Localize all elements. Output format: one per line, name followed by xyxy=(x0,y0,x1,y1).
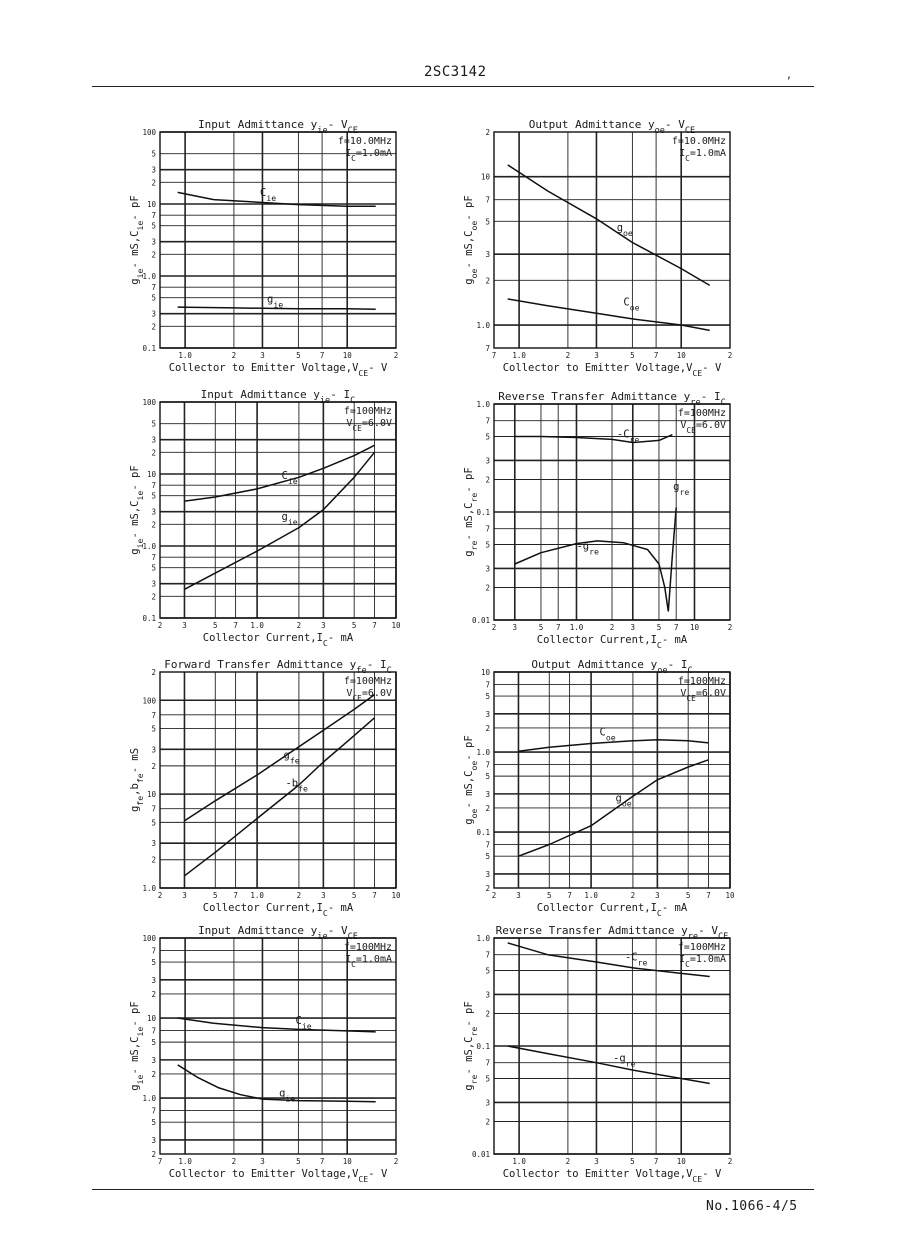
x-tick-label: 3 xyxy=(260,1157,265,1166)
series-line xyxy=(185,718,375,876)
series-label: $g_{ie}$ xyxy=(281,510,298,527)
y-tick-label: 2 xyxy=(151,178,156,188)
y-tick-label: 100 xyxy=(142,696,156,706)
chart-title: Input Admittance $y_{ie} - V_{CE}$ xyxy=(198,924,358,942)
chart-svg xyxy=(128,654,428,916)
y-tick-label: 3 xyxy=(151,237,156,247)
y-tick-label: 2 xyxy=(485,475,490,485)
y-tick-label: 2 xyxy=(485,803,490,813)
y-axis-label: $g_{ie} - mS,C_{ie}$ - pF xyxy=(129,1001,145,1091)
x-tick-label: 2 xyxy=(393,1157,399,1166)
series-line xyxy=(515,435,673,443)
y-tick-label: 100 xyxy=(142,934,156,943)
x-tick-label: 5 xyxy=(296,351,301,360)
y-tick-label: 5 xyxy=(485,966,490,976)
y-tick-label: 3 xyxy=(151,309,156,319)
y-tick-label: 1.0 xyxy=(476,934,490,943)
chart-input-admittance-vce-100mhz xyxy=(128,920,428,1182)
x-tick-label: 2 xyxy=(609,623,615,632)
series-label: $g_{re}$ xyxy=(673,480,690,497)
y-tick-label: 0.1 xyxy=(476,508,490,517)
y-tick-label: 3 xyxy=(485,1098,490,1108)
x-tick-label: 1.0 xyxy=(178,1157,192,1166)
plot-frame xyxy=(160,402,396,618)
y-tick-label: 7 xyxy=(151,1106,156,1116)
series-label: $-b_{fe}$ xyxy=(285,777,308,794)
x-tick-label: 2 xyxy=(393,351,399,360)
y-tick-label: 10 xyxy=(146,1014,156,1024)
y-axis-label: $g_{oe} - mS,C_{oe}$ - pF xyxy=(463,195,479,285)
x-tick-label: 7 xyxy=(555,623,561,632)
x-tick-label: 2 xyxy=(565,351,571,360)
y-tick-label: 1.0 xyxy=(476,321,490,331)
x-tick-label: 10 xyxy=(391,891,401,900)
x-tick-label: 2 xyxy=(630,891,636,900)
condition-label: f=100MHz xyxy=(343,942,392,953)
y-tick-label: 3 xyxy=(485,789,490,799)
y-tick-label: 2 xyxy=(485,583,490,593)
page-number: No.1066-4/5 xyxy=(706,1199,798,1214)
x-tick-label: 7 xyxy=(157,1157,163,1166)
x-tick-label: 1.0 xyxy=(178,351,192,360)
y-tick-label: 3 xyxy=(151,165,156,175)
header-rule xyxy=(92,86,814,87)
grid xyxy=(160,402,396,618)
condition-label: $V_{CE} =6.0V$ xyxy=(680,420,726,435)
x-tick-label: 3 xyxy=(655,891,660,900)
condition-label: $I_C =1.0mA$ xyxy=(345,148,392,163)
x-tick-label: 3 xyxy=(516,891,521,900)
y-tick-label: 7 xyxy=(151,211,156,221)
series-label: $C_{ie}$ xyxy=(281,470,298,487)
y-tick-label: 7 xyxy=(485,760,490,770)
y-tick-label: 1.0 xyxy=(142,1094,156,1104)
x-axis-label: Collector to Emitter $Voltage,V_{CE}$ - V xyxy=(168,1168,388,1184)
x-tick-label: 5 xyxy=(213,891,218,900)
corner-mark: , xyxy=(786,70,793,81)
x-axis-label: Collector to Emitter $Voltage,V_{CE}$ - V xyxy=(168,362,388,378)
chart-title: Output Admittance $y_{oe} - V_{CE}$ xyxy=(528,118,696,136)
y-tick-label: 2 xyxy=(485,884,490,893)
y-tick-label: 0.1 xyxy=(142,614,156,623)
y-tick-label: 1.0 xyxy=(142,884,156,893)
y-tick-label: 5 xyxy=(151,563,156,573)
x-tick-label: 7 xyxy=(567,891,572,900)
x-tick-label: 5 xyxy=(685,891,691,900)
y-tick-label: 5 xyxy=(485,772,490,782)
y-tick-label: 3 xyxy=(151,507,156,517)
x-tick-label: 10 xyxy=(391,621,401,630)
grid xyxy=(494,672,730,888)
y-axis-label: $g_{re} - mS,C_{re}$ - pF xyxy=(463,1001,479,1091)
condition-label: $V_{CE} =6.0V$ xyxy=(346,688,392,703)
y-tick-label: 7 xyxy=(151,710,156,720)
x-tick-label: 1.0 xyxy=(512,351,526,360)
y-tick-label: 0.01 xyxy=(471,616,490,625)
chart-svg xyxy=(128,114,428,376)
y-tick-label: 0.1 xyxy=(476,1042,490,1051)
series-line xyxy=(185,695,375,821)
x-tick-label: 10 xyxy=(342,1157,352,1166)
y-tick-label: 7 xyxy=(485,524,490,534)
x-tick-label: 3 xyxy=(182,621,187,630)
x-tick-label: 3 xyxy=(594,1157,599,1166)
y-tick-label: 2 xyxy=(485,1117,490,1127)
series-line xyxy=(185,452,375,589)
y-tick-label: 5 xyxy=(485,432,490,442)
y-tick-label: 7 xyxy=(485,1058,490,1068)
x-tick-label: 7 xyxy=(319,1157,325,1166)
series-label: $-C_{re}$ xyxy=(624,951,648,968)
x-axis-label: Collector $Current,I_C$ - mA xyxy=(536,634,688,650)
series-line xyxy=(508,165,710,286)
grid xyxy=(160,938,396,1154)
y-tick-label: 2 xyxy=(485,276,490,286)
condition-label: $I_C =1.0mA$ xyxy=(679,954,726,969)
series-label: $C_{ie}$ xyxy=(260,186,277,203)
x-tick-label: 2 xyxy=(231,351,237,360)
series-line xyxy=(178,1018,376,1032)
y-tick-label: 7 xyxy=(485,416,490,426)
y-tick-label: 10 xyxy=(480,172,490,182)
y-tick-label: 2 xyxy=(151,520,156,530)
chart-svg xyxy=(128,384,428,646)
y-tick-label: 5 xyxy=(151,293,156,303)
condition-label: f=100MHz xyxy=(343,676,392,687)
x-tick-label: 5 xyxy=(351,621,357,630)
y-tick-label: 7 xyxy=(151,946,156,956)
chart-output-admittance-ic xyxy=(462,654,762,916)
x-tick-label: 10 xyxy=(676,1157,686,1166)
y-tick-label: 5 xyxy=(485,1074,490,1084)
series-line xyxy=(668,508,676,612)
x-tick-label: 2 xyxy=(296,621,302,630)
y-tick-label: 3 xyxy=(485,250,490,260)
chart-svg xyxy=(462,386,762,648)
y-axis-label: $g_{oe} - mS,C_{oe}$ - pF xyxy=(463,735,479,825)
x-tick-label: 3 xyxy=(321,621,326,630)
y-tick-label: 1.0 xyxy=(142,272,156,281)
x-tick-label: 10 xyxy=(689,623,699,632)
y-tick-label: 2 xyxy=(151,592,156,602)
x-axis-label: Collector $Current,I_C$ - mA xyxy=(202,632,354,648)
plot-frame xyxy=(160,132,396,348)
x-tick-label: 5 xyxy=(538,623,544,632)
x-tick-label: 7 xyxy=(706,891,711,900)
series-label: $-g_{re}$ xyxy=(576,540,599,557)
x-tick-label: 5 xyxy=(656,623,662,632)
y-tick-label: 2 xyxy=(485,1009,490,1019)
y-tick-label: 5 xyxy=(151,958,156,968)
x-tick-label: 7 xyxy=(233,891,238,900)
x-axis-label: Collector to Emitter $Voltage,V_{CE}$ - V xyxy=(502,1168,722,1184)
part-number: 2SC3142 xyxy=(424,64,487,80)
series-line xyxy=(508,1046,710,1084)
y-tick-label: 100 xyxy=(142,128,156,137)
x-tick-label: 1.0 xyxy=(512,1157,526,1166)
plot-frame xyxy=(494,672,730,888)
x-tick-label: 7 xyxy=(491,351,497,360)
chart-title: Input Admittance $y_{ie} - I_C$ xyxy=(200,388,356,406)
y-axis-label: $g_{fe}$ $,b_{fe}$ - mS xyxy=(129,747,145,813)
y-tick-label: 2 xyxy=(485,128,490,137)
y-tick-label: 7 xyxy=(151,481,156,491)
x-tick-label: 3 xyxy=(182,891,187,900)
y-axis-label: $g_{ie} - mS,C_{ie}$ - pF xyxy=(129,195,145,285)
x-tick-label: 5 xyxy=(547,891,552,900)
x-tick-label: 7 xyxy=(319,351,325,360)
x-tick-label: 1.0 xyxy=(569,623,584,632)
y-tick-label: 3 xyxy=(485,456,490,466)
y-tick-label: 5 xyxy=(151,149,156,159)
y-tick-label: 3 xyxy=(151,435,156,445)
chart-title: Forward Transfer Admittance $y_{fe} - I_C$ xyxy=(164,658,392,676)
footer-rule xyxy=(92,1189,814,1190)
y-tick-label: 5 xyxy=(485,217,490,227)
y-tick-label: 7 xyxy=(485,840,490,850)
plot-frame xyxy=(160,938,396,1154)
series-label: $g_{oe}$ xyxy=(616,222,633,239)
condition-label: $V_{CE} =6.0V$ xyxy=(680,688,726,703)
x-tick-label: 3 xyxy=(512,623,518,632)
y-tick-label: 7 xyxy=(485,195,490,205)
chart-title: Reverse Transfer Admittance $y_{re} - V_{CE}$ xyxy=(495,924,729,942)
chart-svg xyxy=(128,920,428,1182)
y-axis-label: $g_{ie} - mS,C_{ie}$ - pF xyxy=(129,465,145,555)
y-tick-label: 2 xyxy=(151,1069,156,1079)
y-tick-label: 2 xyxy=(151,668,156,677)
y-tick-label: 5 xyxy=(485,540,490,550)
y-tick-label: 7 xyxy=(151,553,156,563)
x-tick-label: 2 xyxy=(491,891,497,900)
chart-title: Reverse Transfer Admittance $y_{re} - I_C$ xyxy=(498,390,726,408)
condition-label: $I_C =1.0mA$ xyxy=(345,954,392,969)
y-tick-label: 5 xyxy=(151,419,156,429)
chart-svg xyxy=(462,114,762,376)
series-label: $-C_{re}$ xyxy=(616,428,640,445)
series-line xyxy=(178,1065,376,1102)
page-header xyxy=(0,0,898,100)
y-tick-label: 0.1 xyxy=(142,344,156,353)
y-tick-label: 2 xyxy=(485,723,490,733)
x-tick-label: 5 xyxy=(213,621,218,630)
x-tick-label: 7 xyxy=(653,1157,659,1166)
y-tick-label: 2 xyxy=(151,855,156,865)
y-tick-label: 7 xyxy=(151,804,156,814)
y-tick-label: 2 xyxy=(151,322,156,332)
y-tick-label: 3 xyxy=(485,564,490,574)
condition-label: f=100MHz xyxy=(677,942,726,953)
y-tick-label: 10 xyxy=(146,200,156,209)
x-tick-label: 7 xyxy=(673,623,679,632)
y-tick-label: 1.0 xyxy=(476,748,490,758)
x-tick-label: 7 xyxy=(233,621,238,630)
y-tick-label: 3 xyxy=(485,990,490,1000)
y-tick-label: 5 xyxy=(151,1038,156,1048)
y-tick-label: 3 xyxy=(151,579,156,589)
y-tick-label: 2 xyxy=(151,250,156,260)
chart-title: Input Admittance $y_{ie} - V_{CE}$ xyxy=(198,118,358,136)
series-label: $g_{ie}$ xyxy=(266,293,284,310)
chart-input-admittance-vce-10mhz xyxy=(128,114,428,376)
y-tick-label: 0.01 xyxy=(471,1150,490,1159)
x-tick-label: 3 xyxy=(630,623,636,632)
x-tick-label: 1.0 xyxy=(584,891,598,900)
y-tick-label: 2 xyxy=(151,448,156,458)
grid xyxy=(494,938,730,1154)
y-tick-label: 0.1 xyxy=(476,828,490,838)
y-tick-label: 5 xyxy=(151,724,156,734)
x-axis-label: Collector $Current,I_C$ - mA xyxy=(202,902,354,918)
y-tick-label: 2 xyxy=(151,1150,156,1159)
y-tick-label: 5 xyxy=(151,1118,156,1128)
y-tick-label: 7 xyxy=(485,680,490,690)
y-tick-label: 10 xyxy=(146,790,156,800)
condition-label: $I_C =1.0mA$ xyxy=(679,148,726,163)
x-tick-label: 5 xyxy=(296,1157,301,1166)
x-tick-label: 3 xyxy=(321,891,326,900)
y-tick-label: 7 xyxy=(151,283,156,293)
x-tick-label: 2 xyxy=(296,891,302,900)
x-tick-label: 2 xyxy=(231,1157,237,1166)
y-tick-label: 10 xyxy=(146,470,156,479)
condition-label: $V_{CE} =6.0V$ xyxy=(346,418,392,433)
y-tick-label: 5 xyxy=(485,692,490,702)
y-tick-label: 3 xyxy=(485,869,490,879)
x-tick-label: 10 xyxy=(676,351,686,360)
y-tick-label: 3 xyxy=(151,839,156,849)
series-label: $C_{oe}$ xyxy=(623,296,640,313)
x-tick-label: 5 xyxy=(351,891,357,900)
y-tick-label: 3 xyxy=(151,1055,156,1065)
x-tick-label: 2 xyxy=(727,1157,733,1166)
y-tick-label: 3 xyxy=(151,745,156,755)
condition-label: f=100MHz xyxy=(677,408,726,419)
chart-output-admittance-vce xyxy=(462,114,762,376)
condition-label: f=10.0MHz xyxy=(671,136,726,147)
y-tick-label: 100 xyxy=(142,398,156,407)
series-label: $-g_{re}$ xyxy=(613,1052,636,1069)
y-tick-label: 1.0 xyxy=(142,542,156,551)
chart-reverse-transfer-ic xyxy=(462,386,762,648)
chart-svg xyxy=(462,654,762,916)
y-tick-label: 3 xyxy=(151,975,156,985)
x-tick-label: 10 xyxy=(342,351,352,360)
y-tick-label: 7 xyxy=(485,950,490,960)
grid xyxy=(160,132,396,348)
series-label: $g_{oe}$ xyxy=(615,792,632,809)
x-axis-label: Collector $Current,I_C$ - mA xyxy=(536,902,688,918)
y-tick-label: 5 xyxy=(485,852,490,862)
y-axis-label: $g_{re} - mS,C_{re}$ - pF xyxy=(463,467,479,557)
chart-input-admittance-ic xyxy=(128,384,428,646)
y-tick-label: 10 xyxy=(480,668,490,677)
x-tick-label: 2 xyxy=(727,623,733,632)
x-tick-label: 7 xyxy=(653,351,659,360)
y-tick-label: 7 xyxy=(151,1026,156,1036)
x-tick-label: 1.0 xyxy=(250,891,264,900)
y-tick-label: 5 xyxy=(151,818,156,828)
x-tick-label: 7 xyxy=(372,891,377,900)
y-tick-label: 1.0 xyxy=(476,400,490,409)
x-tick-label: 10 xyxy=(725,891,735,900)
y-tick-label: 2 xyxy=(151,989,156,999)
x-tick-label: 2 xyxy=(727,351,733,360)
x-tick-label: 3 xyxy=(594,351,599,360)
series-label: $C_{ie}$ xyxy=(295,1015,312,1032)
y-tick-label: 3 xyxy=(151,1135,156,1145)
x-tick-label: 7 xyxy=(372,621,377,630)
x-axis-label: Collector to Emitter $Voltage,V_{CE}$ - V xyxy=(502,362,722,378)
y-tick-label: 7 xyxy=(485,344,490,353)
condition-label: f=100MHz xyxy=(343,406,392,417)
series-label: $g_{ie}$ xyxy=(279,1087,296,1104)
y-tick-label: 2 xyxy=(151,761,156,771)
x-tick-label: 3 xyxy=(260,351,265,360)
x-tick-label: 2 xyxy=(157,891,163,900)
x-tick-label: 2 xyxy=(491,623,497,632)
x-tick-label: 2 xyxy=(157,621,163,630)
x-tick-label: 2 xyxy=(565,1157,571,1166)
y-tick-label: 5 xyxy=(151,221,156,231)
condition-label: f=100MHz xyxy=(677,676,726,687)
condition-label: f=10.0MHz xyxy=(337,136,392,147)
series-label: $C_{oe}$ xyxy=(599,726,616,743)
x-tick-label: 1.0 xyxy=(250,621,264,630)
series-label: $g_{fe}$ xyxy=(283,749,300,766)
chart-reverse-transfer-vce xyxy=(462,920,762,1182)
x-tick-label: 5 xyxy=(630,351,635,360)
y-tick-label: 5 xyxy=(151,491,156,501)
chart-forward-transfer-ic xyxy=(128,654,428,916)
y-tick-label: 3 xyxy=(485,709,490,719)
chart-title: Output Admittance $y_{oe} - I_C$ xyxy=(531,658,693,676)
x-tick-label: 5 xyxy=(630,1157,635,1166)
chart-svg xyxy=(462,920,762,1182)
